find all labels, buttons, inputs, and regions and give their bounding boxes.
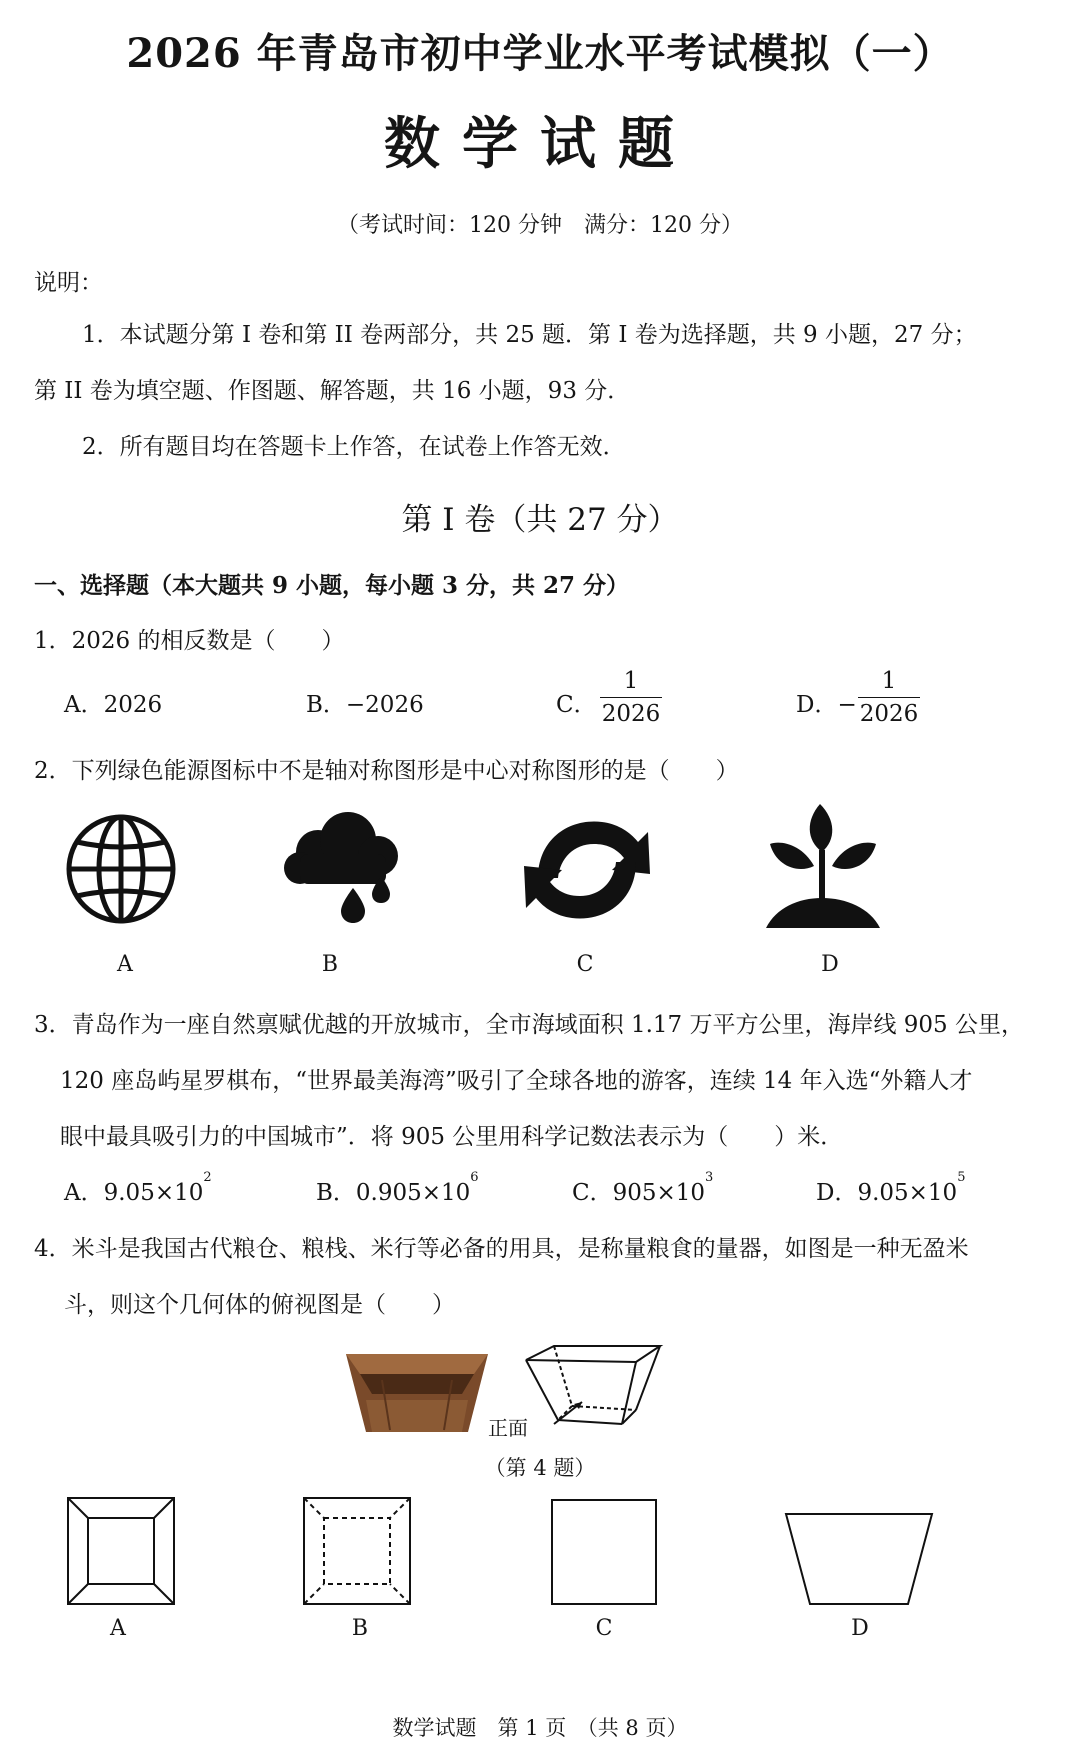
q4-line-1: 4．米斗是我国古代粮仓、粮栈、米行等必备的用具，是称量粮食的量器，如图是一种无盈米	[34, 1236, 969, 1262]
rice-measure-photo	[342, 1340, 492, 1440]
q1-c-denominator: 2026	[601, 701, 661, 727]
instruction-2: 2．所有题目均在答题卡上作答，在试卷上作答无效．	[82, 434, 626, 460]
q4-option-c-figure	[550, 1498, 658, 1606]
subject-title: 数学试题	[384, 111, 696, 177]
rain-cloud-icon	[278, 810, 408, 930]
q1-option-d-label: D．−	[796, 692, 857, 718]
q1-option-c-fraction	[600, 668, 662, 727]
q1-option-a: A．2026	[64, 692, 163, 718]
q4-option-a-figure	[66, 1496, 176, 1606]
instruction-1-line-2: 第 II 卷为填空题、作图题、解答题，共 16 小题，93 分．	[34, 378, 631, 404]
q2-label-a: A	[117, 952, 133, 977]
q2-label-c: C	[576, 952, 594, 977]
part-title: 第 I 卷（共 27 分）	[401, 502, 679, 538]
q1-option-d-fraction	[858, 668, 920, 727]
q1-option-c-label: C．	[556, 692, 597, 718]
sprout-icon	[762, 800, 886, 932]
q3-line-3: 眼中最具吸引力的中国城市”．将 905 公里用科学记数法表示为（ ）米．	[60, 1124, 844, 1150]
q1-c-numerator: 1	[623, 668, 639, 694]
q3-option-b: B．$0.905\times 10^6$	[316, 1170, 479, 1206]
q4-line-2: 斗，则这个几何体的俯视图是（ ）	[64, 1292, 455, 1318]
exam-info: （考试时间：120 分钟 满分：120 分）	[337, 213, 743, 238]
section-heading: 一、选择题（本大题共 9 小题，每小题 3 分，共 27 分）	[34, 572, 630, 599]
q3-line-2: 120 座岛屿星罗棋布，“世界最美海湾”吸引了全球各地的游客，连续 14 年入选“外籍人才	[60, 1068, 973, 1094]
figure-caption: （第 4 题）	[484, 1456, 596, 1480]
q3-option-a: A．$9.05\times 10^2$	[64, 1170, 212, 1206]
q3-option-c: C．$905\times 10^3$	[572, 1170, 714, 1206]
q2-label-d: D	[821, 952, 839, 977]
frustum-diagram	[524, 1344, 664, 1434]
globe-icon	[64, 812, 178, 926]
q3-line-1: 3．青岛作为一座自然禀赋优越的开放城市，全市海域面积 1.17 万平方公里，海岸线 905 公里，	[34, 1012, 1024, 1038]
fraction-bar	[858, 697, 920, 698]
q4-option-b-figure	[302, 1496, 412, 1606]
instructions-heading: 说明：	[34, 270, 103, 296]
q4-label-b: B	[351, 1616, 369, 1641]
exam-title: 2026 年青岛市初中学业水平考试模拟（一）	[126, 30, 954, 77]
q1-stem: 1．2026 的相反数是（ ）	[34, 628, 345, 654]
q4-label-a: A	[110, 1616, 126, 1641]
q1-option-b: B．−2026	[306, 692, 424, 718]
fraction-bar	[600, 697, 662, 698]
instruction-1-line-1: 1．本试题分第 I 卷和第 II 卷两部分，共 25 题．第 I 卷为选择题，共 9 小题，27 分；	[82, 322, 977, 348]
q4-option-d-figure	[784, 1512, 934, 1606]
q2-stem: 2．下列绿色能源图标中不是轴对称图形是中心对称图形的是（ ）	[34, 758, 739, 784]
q3-option-d: D．$9.05\times 10^5$	[816, 1170, 966, 1206]
q2-label-b: B	[321, 952, 339, 977]
q1-d-numerator: 1	[881, 668, 897, 694]
q4-label-d: D	[851, 1616, 869, 1641]
front-label: 正面	[488, 1416, 528, 1440]
recycle-arrows-icon	[520, 812, 654, 928]
q1-d-denominator: 2026	[859, 701, 919, 727]
page-footer: 数学试题 第 1 页 （共 8 页）	[392, 1716, 688, 1740]
q4-label-c: C	[595, 1616, 613, 1641]
